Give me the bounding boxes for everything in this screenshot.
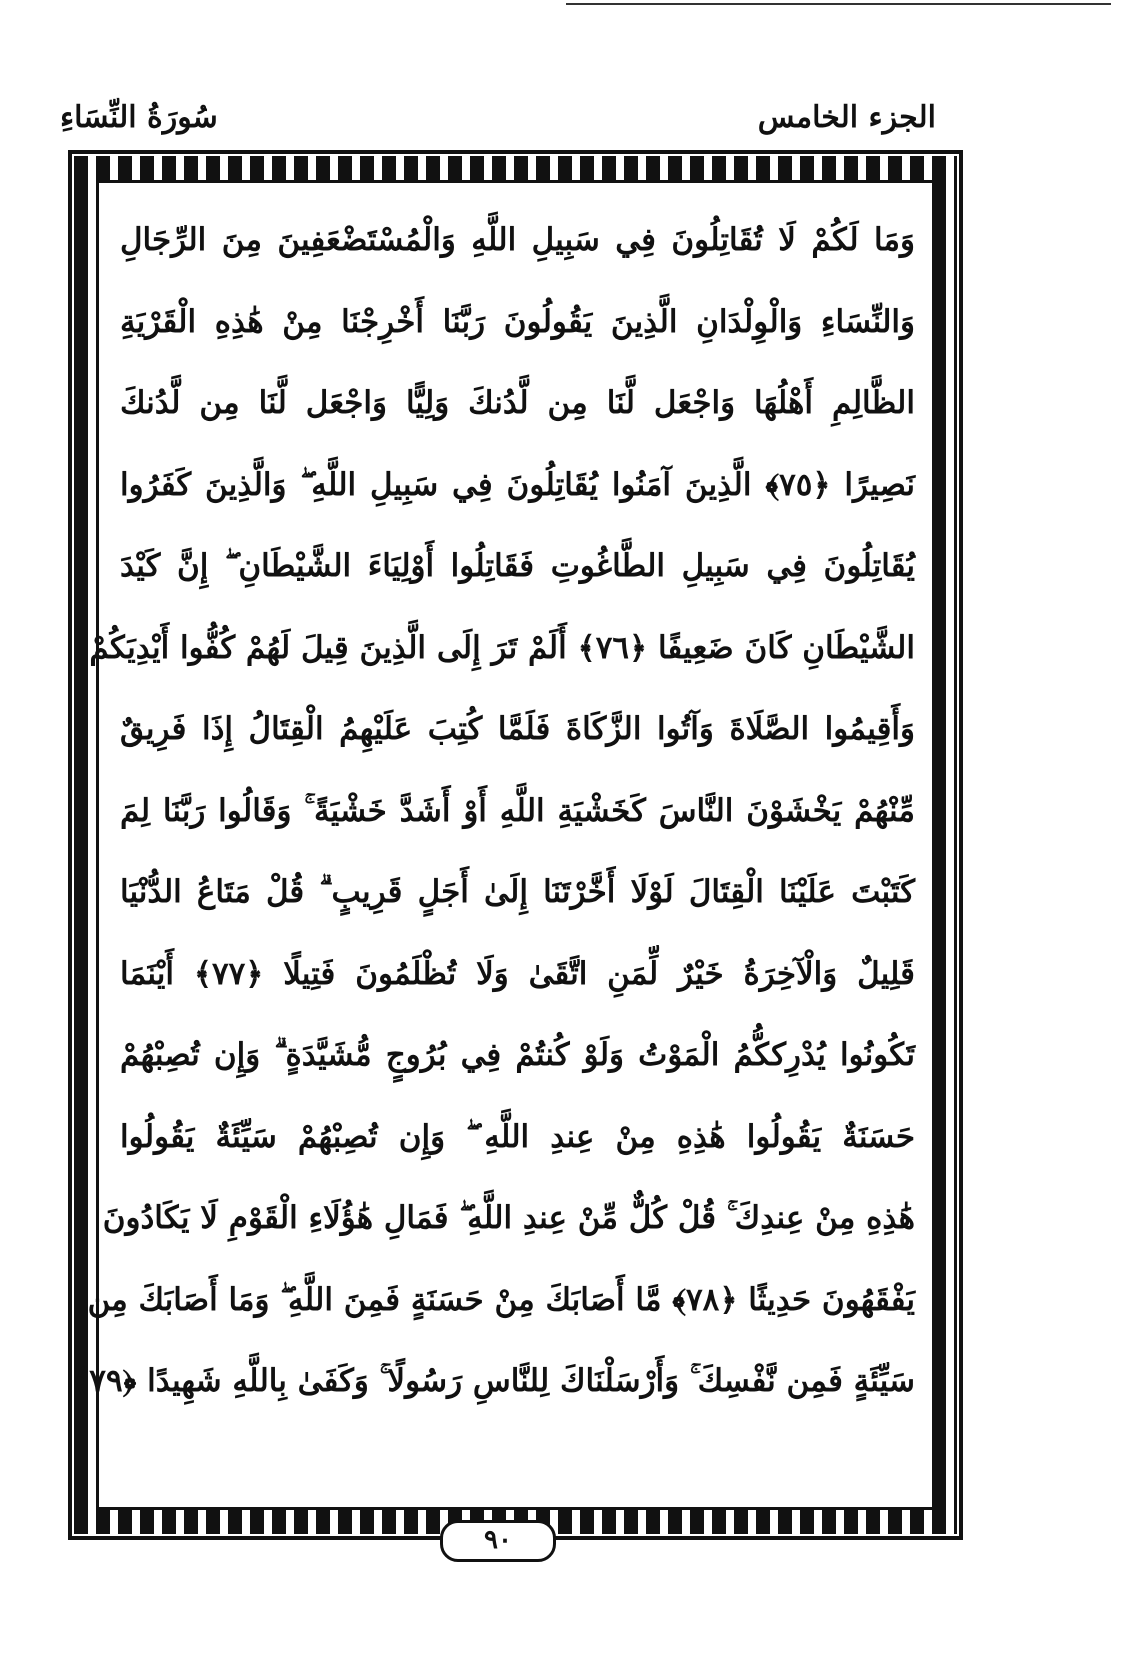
text-line: حَسَنَةٌ يَقُولُوا هَٰذِهِ مِنْ عِندِ اللَّهِ ۖ وَإِن تُصِبْهُمْ سَيِّئَةٌ يَقُولُوا <box>120 1118 915 1155</box>
text-line: نَصِيرًا ﴿٧٥﴾ الَّذِينَ آمَنُوا يُقَاتِلُونَ فِي سَبِيلِ اللَّهِ ۖ وَالَّذِينَ كَفَرُوا <box>120 466 916 503</box>
juz-name-header: الجزء الخامس <box>757 100 936 135</box>
text-line: وَأَقِيمُوا الصَّلَاةَ وَآتُوا الزَّكَاةَ فَلَمَّا كُتِبَ عَلَيْهِمُ الْقِتَالُ إِذَا فَرِيقٌ <box>120 711 915 747</box>
text-line: الظَّالِمِ أَهْلُهَا وَاجْعَل لَّنَا مِن لَّدُنكَ وَلِيًّا وَاجْعَل لَّنَا مِن لَّدُنكَ <box>120 385 915 421</box>
text-line: يُقَاتِلُونَ فِي سَبِيلِ الطَّاغُوتِ فَقَاتِلُوا أَوْلِيَاءَ الشَّيْطَانِ ۖ إِنَّ كَيْدَ <box>120 548 915 584</box>
text-line: هَٰذِهِ مِنْ عِندِكَ ۚ قُلْ كُلٌّ مِّنْ عِندِ اللَّهِ ۖ فَمَالِ هَٰؤُلَاءِ الْقَوْمِ لَا يَكَادُونَ <box>102 1200 915 1236</box>
text-line: تَكُونُوا يُدْرِككُّمُ الْمَوْتُ وَلَوْ كُنتُمْ فِي بُرُوجٍ مُّشَيَّدَةٍ ۗ وَإِن تُصِبْهُمْ <box>120 1037 915 1073</box>
text-line: وَالنِّسَاءِ وَالْوِلْدَانِ الَّذِينَ يَقُولُونَ رَبَّنَا أَخْرِجْنَا مِنْ هَٰذِهِ الْقَرْيَةِ <box>120 303 915 340</box>
top-rule <box>566 3 1111 5</box>
text-line: وَمَا لَكُمْ لَا تُقَاتِلُونَ فِي سَبِيلِ اللَّهِ وَالْمُسْتَضْعَفِينَ مِنَ الرِّجَالِ <box>120 222 915 258</box>
text-line: كَتَبْتَ عَلَيْنَا الْقِتَالَ لَوْلَا أَخَّرْتَنَا إِلَىٰ أَجَلٍ قَرِيبٍ ۗ قُلْ مَتَاعُ الدُّنْيَا <box>120 874 915 910</box>
quran-text-block <box>71 200 916 1500</box>
text-line: قَلِيلٌ وَالْآخِرَةُ خَيْرٌ لِّمَنِ اتَّقَىٰ وَلَا تُظْلَمُونَ فَتِيلًا ﴿٧٧﴾ أَيْنَمَا <box>120 955 916 992</box>
text-line: سَيِّئَةٍ فَمِن نَّفْسِكَ ۚ وَأَرْسَلْنَاكَ لِلنَّاسِ رَسُولًا ۚ وَكَفَىٰ بِاللَّهِ شَهِيدًا ﴿٧٩﴾ <box>71 1363 915 1399</box>
text-line: مِّنْهُمْ يَخْشَوْنَ النَّاسَ كَخَشْيَةِ اللَّهِ أَوْ أَشَدَّ خَشْيَةً ۚ وَقَالُوا رَبَّنَا لِمَ <box>120 792 915 829</box>
page-number: ٩٠ <box>440 1520 556 1562</box>
text-line: يَفْقَهُونَ حَدِيثًا ﴿٧٨﴾ مَّا أَصَابَكَ مِنْ حَسَنَةٍ فَمِنَ اللَّهِ ۖ وَمَا أَصَابَكَ مِن <box>87 1281 915 1318</box>
surah-name-header: سُورَةُ النِّسَاءِ <box>60 100 218 135</box>
text-line: الشَّيْطَانِ كَانَ ضَعِيفًا ﴿٧٦﴾ أَلَمْ تَرَ إِلَى الَّذِينَ قِيلَ لَهُمْ كُفُّوا أَيْدِيَكُمْ <box>89 629 915 666</box>
